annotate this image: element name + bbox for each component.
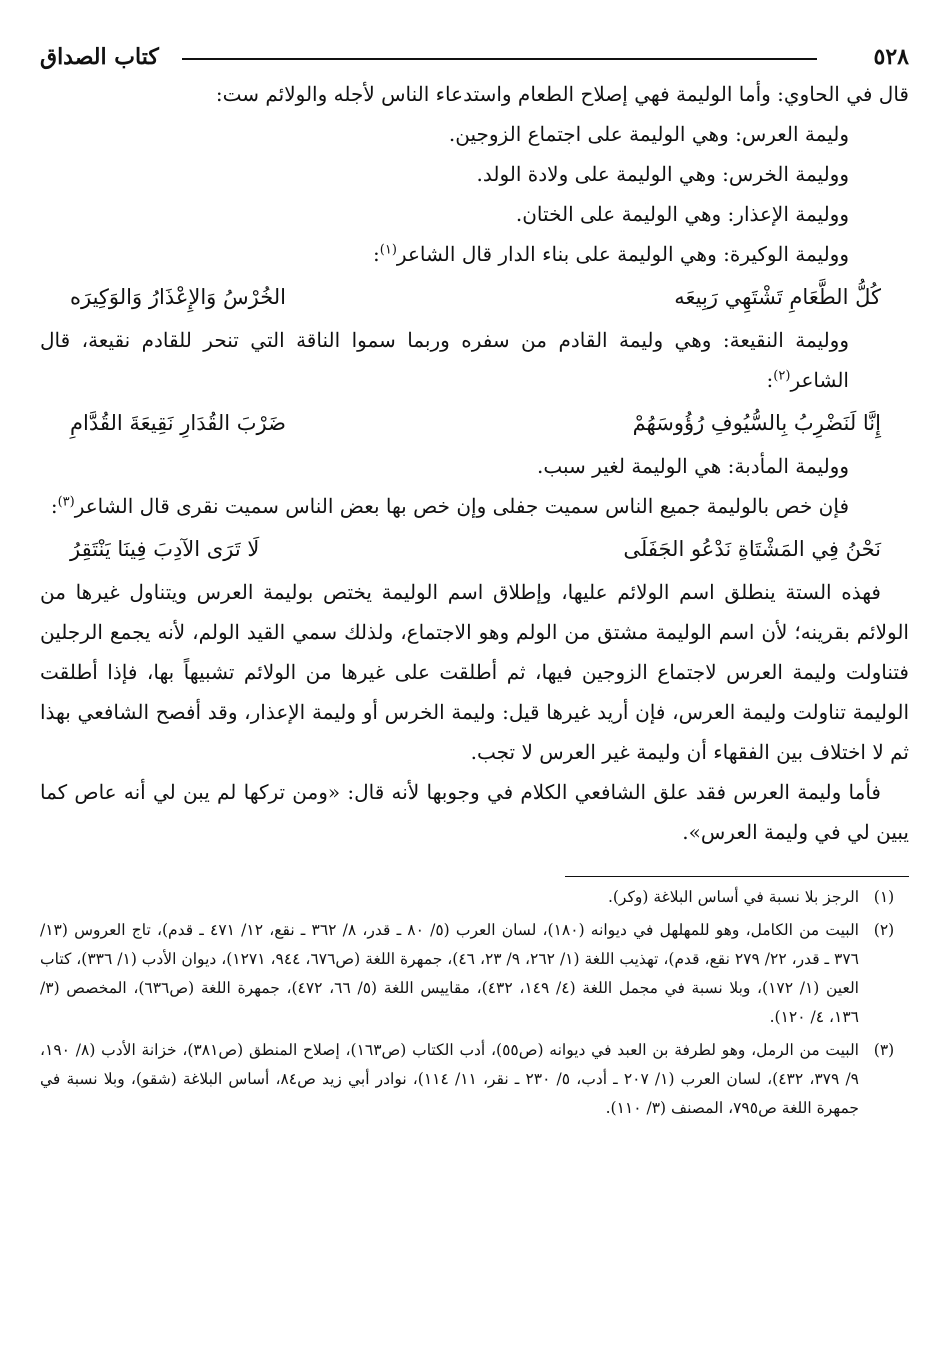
- verse-second-hemistich: لَا تَرَى الآدِبَ فِينَا يَنْتَقِرُ: [70, 537, 260, 561]
- paragraph-text: وليمة العرس: وهي الوليمة على اجتماع الزوجين.: [448, 122, 849, 146]
- text-paragraph: [40, 74, 909, 114]
- footnote-separator: [565, 876, 909, 877]
- paragraph-text-end: :: [50, 494, 58, 518]
- paragraph-text: ووليمة المأدبة: هي الوليمة لغير سبب.: [537, 454, 849, 478]
- footnote-number: (١): [873, 888, 895, 906]
- verse-line: [40, 526, 909, 572]
- footnote-marker[interactable]: (٢): [773, 368, 791, 384]
- footnote: [40, 1036, 909, 1123]
- text-paragraph: [40, 194, 909, 234]
- paragraph-text: ووليمة النقيعة: وهي وليمة القادم من سفره وربما سموا الناقة التي تنحر للقادم نقيعة، قال الشاعر: [40, 328, 849, 392]
- verse-line: [40, 400, 909, 446]
- footnote-text: البيت من الكامل، وهو للمهلهل في ديوانه (١٨٠)، لسان العرب (٥/ ٨٠ ـ قدر، ٨/ ٣٦٢ ـ نقع، ١٢/ ٤٧١ ـ قدم)، تاج العروس (١٣/ ٣٧٦ ـ قدر، ٢٢/ ٢٧٩ نقع، قدم)، تهذيب اللغة (١/ ٢٦٢، ٩/ ٢٣، ٤٦)، جمهرة اللغة (ص٦٧٦، ٩٤٤، ١٢٧١)، ديوان الأدب (١/ ٣٣٦)، كتاب العين (١/ ١٧٢)، وبلا نسبة في مجمل اللغة (٤/ ١٤٩، ٤٣٢)، مقاييس اللغة (٥/ ٦٦، ٤٧٢)، جمهرة اللغة (ص٦٣٦)، المخصص (٣/ ١٣٦، ٤/ ١٢٠).: [40, 921, 859, 1026]
- chapter-title: كتاب الصداق: [40, 44, 159, 70]
- verse-first-hemistich: نَحْنُ فِي المَشْتَاةِ نَدْعُو الجَفَلَى: [623, 537, 881, 561]
- paragraph-text-end: :: [373, 242, 380, 266]
- text-paragraph: [40, 320, 909, 400]
- text-paragraph: [40, 446, 909, 486]
- verse-first-hemistich: كُلُّ الطَّعَامِ تَشْتَهِي رَبِيعَه: [674, 285, 881, 309]
- paragraph-text: فإن خص بالوليمة جميع الناس سميت جفلى وإن خص بها بعض الناس سميت نقرى قال الشاعر: [74, 494, 849, 518]
- paragraph-text: ووليمة الخرس: وهي الوليمة على ولادة الولد.: [476, 162, 849, 186]
- footnote-number: (٣): [873, 1041, 895, 1059]
- main-text: [40, 74, 909, 852]
- footnote-text: الرجز بلا نسبة في أساس البلاغة (وكر).: [607, 888, 859, 906]
- paragraph-text: ووليمة الوكيرة: وهي الوليمة على بناء الدار قال الشاعر: [396, 242, 849, 266]
- verse-second-hemistich: ضَرْبَ القُدَارِ نَقِيعَةَ القُدَّامِ: [70, 411, 286, 435]
- footnote-marker[interactable]: (٣): [57, 494, 75, 510]
- footnote-text: البيت من الرمل، وهو لطرفة بن العبد في ديوانه (ص٥٥)، أدب الكتاب (ص١٦٣)، إصلاح المنطق (ص٣٨١)، خزانة الأدب (٨/ ١٩٠، ٩/ ٣٧٩، ٤٣٢)، لسان العرب (١/ ٢٠٧ ـ أدب، ٥/ ٢٣٠ ـ نقر، ١١/ ١١٤)، نوادر أبي زيد ص٨٤، أساس البلاغة (شقو)، وبلا نسبة في جمهرة اللغة ص٧٩٥، المصنف (٣/ ١١٠).: [40, 1041, 859, 1117]
- verse-line: [40, 274, 909, 320]
- book-page: [40, 34, 909, 1351]
- text-paragraph: [40, 154, 909, 194]
- page-header: [40, 34, 909, 74]
- footnote-marker[interactable]: (١): [379, 242, 397, 258]
- page-number: ٥٢٨: [873, 44, 909, 70]
- verse-first-hemistich: إِنَّا لَنَضْرِبُ بِالسُّيُوفِ رُؤُوسَهُمْ: [632, 411, 881, 435]
- paragraph-text: ووليمة الإعذار: وهي الوليمة على الختان.: [515, 202, 849, 226]
- paragraph-text: فهذه الستة ينطلق اسم الولائم عليها، وإطلاق اسم الوليمة يختص بوليمة العرس ويتناول غيرها من الولائم بقرينه؛ لأن اسم الوليمة مشتق من الولم وهو الاجتماع، ولذلك سمي القيد الولم، لأنه يجمع الرجلين فتناولت وليمة العرس لاجتماع الزوجين فيها، ثم أطلقت على غيرها من الولائم تشبيهاً بها، فإذا أطلقت الوليمة تناولت وليمة العرس، فإن أريد غيرها قيل: وليمة الخرس أو وليمة الإعذار، وقد أفصح الشافعي بهذا ثم لا اختلاف بين الفقهاء أن وليمة غير العرس لا تجب.: [40, 580, 909, 764]
- footnote: [40, 916, 909, 1032]
- verse-second-hemistich: الخُرْسُ وَالإِعْذَارُ وَالوَكِيرَه: [70, 285, 286, 309]
- text-paragraph: [40, 234, 909, 274]
- footnote-number: (٢): [873, 921, 895, 939]
- text-paragraph: [40, 772, 909, 852]
- paragraph-text: فأما وليمة العرس فقد علق الشافعي الكلام في وجوبها لأنه قال: «ومن تركها لم يبن لي أنه عاص كما يبين لي في وليمة العرس».: [40, 780, 909, 844]
- text-paragraph: [40, 114, 909, 154]
- footnotes: [40, 883, 909, 1123]
- paragraph-text: قال في الحاوي: وأما الوليمة فهي إصلاح الطعام واستدعاء الناس لأجله والولائم ست:: [215, 82, 909, 106]
- paragraph-text-end: :: [766, 368, 774, 392]
- text-paragraph: [40, 486, 909, 526]
- footnote: [40, 883, 909, 912]
- text-paragraph: [40, 572, 909, 772]
- header-rule: [182, 58, 817, 60]
